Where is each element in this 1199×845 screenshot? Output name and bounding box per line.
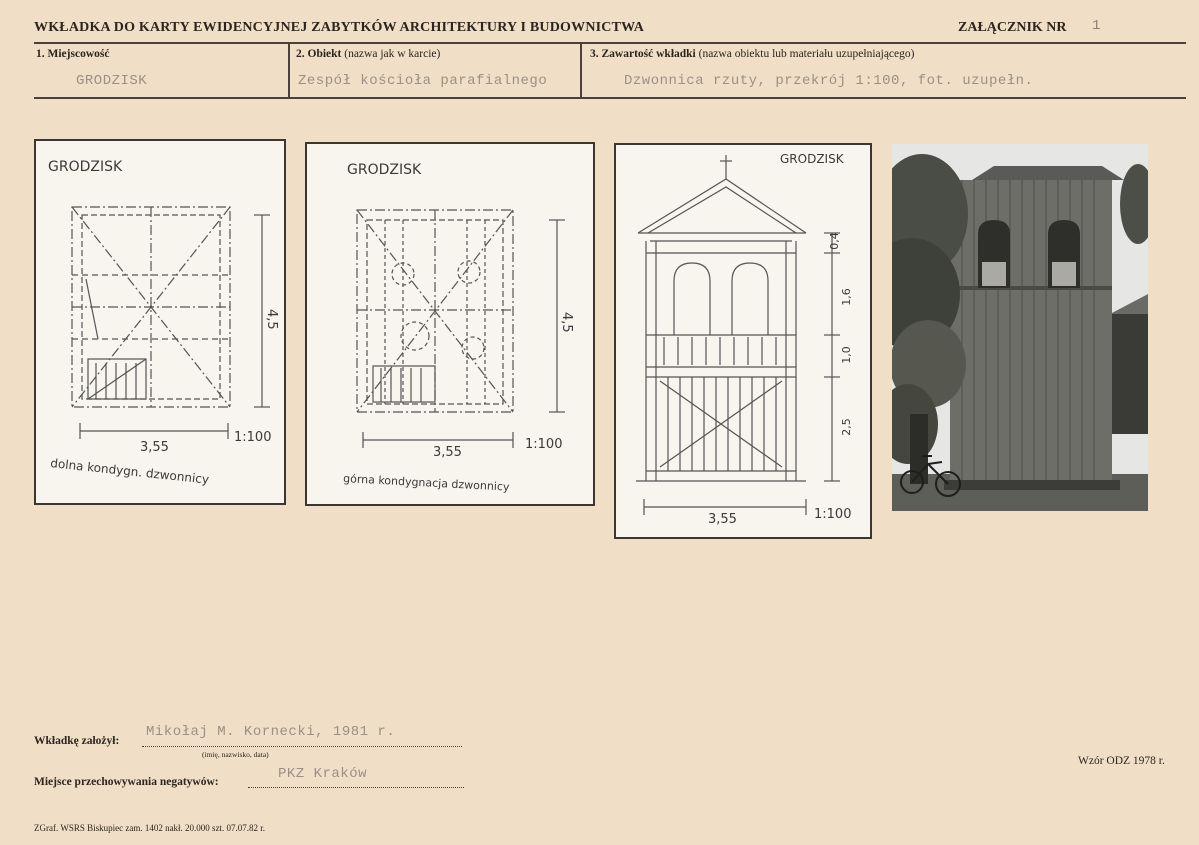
author-line bbox=[142, 745, 462, 747]
author-label: Wkładkę założył: bbox=[34, 735, 120, 747]
author-value: Mikołaj M. Kornecki, 1981 r. bbox=[146, 724, 396, 740]
content-value: Dzwonnica rzuty, przekrój 1:100, fot. uzupełn. bbox=[624, 73, 1034, 89]
place-value: GRODZISK bbox=[76, 73, 148, 89]
height-dimension: 4,5 bbox=[264, 309, 279, 330]
height-label-upper: 1,6 bbox=[840, 288, 853, 306]
negatives-label: Miejsce przechowywania negatywów: bbox=[34, 776, 219, 788]
drawing-upper-floor-plan bbox=[305, 142, 595, 506]
object-label: 2. Obiekt (nazwa jak w karcie) bbox=[296, 48, 441, 60]
negatives-line bbox=[248, 786, 464, 788]
place-label: 1. Miejscowość bbox=[36, 48, 110, 60]
object-value: Zespół kościoła parafialnego bbox=[298, 73, 548, 89]
header-rule-bottom bbox=[34, 97, 1186, 99]
drawing-section bbox=[614, 143, 872, 539]
scale-label: 1:100 bbox=[234, 430, 272, 445]
width-dimension: 3,55 bbox=[140, 440, 169, 455]
form-pattern: Wzór ODZ 1978 r. bbox=[1078, 755, 1165, 767]
drawing-lower-floor-plan bbox=[34, 139, 286, 505]
header-rule-top bbox=[34, 42, 1186, 44]
drawing-place-label: GRODZISK bbox=[780, 152, 844, 166]
field-divider-2 bbox=[580, 44, 582, 98]
scale-label: 1:100 bbox=[525, 437, 563, 452]
printer-info: ZGraf. WSRS Biskupiec zam. 1402 nakł. 20.000 szt. 07.07.82 r. bbox=[34, 823, 266, 833]
height-label-middle: 1,0 bbox=[840, 346, 853, 364]
attachment-label: ZAŁĄCZNIK NR bbox=[958, 20, 1067, 35]
drawing-place-label: GRODZISK bbox=[347, 162, 422, 178]
width-dimension: 3,55 bbox=[708, 512, 737, 527]
field-divider-1 bbox=[288, 44, 290, 98]
form-title: WKŁADKA DO KARTY EWIDENCYJNEJ ZABYTKÓW ARCHITEKTURY I BUDOWNICTWA bbox=[34, 20, 645, 35]
scale-label: 1:100 bbox=[814, 507, 852, 522]
attachment-number: 1 bbox=[1092, 18, 1101, 34]
drawing-place-label: GRODZISK bbox=[48, 159, 123, 175]
height-label-lower: 2,5 bbox=[840, 418, 853, 436]
width-dimension: 3,55 bbox=[433, 445, 462, 460]
drawing-caption: górna kondygnacja dzwonnicy bbox=[342, 472, 510, 494]
content-label: 3. Zawartość wkładki (nazwa obiektu lub materiału uzupełniającego) bbox=[590, 48, 915, 60]
negatives-value: PKZ Kraków bbox=[278, 766, 368, 782]
belfry-photo-svg bbox=[892, 144, 1148, 511]
belfry-photo bbox=[892, 144, 1148, 511]
section-svg bbox=[616, 145, 870, 537]
height-label-top: 0,4 bbox=[828, 232, 841, 250]
upper-floor-plan-svg bbox=[307, 144, 593, 504]
lower-floor-plan-svg bbox=[36, 141, 284, 503]
drawing-caption: dolna kondygn. dzwonnicy bbox=[49, 456, 210, 487]
height-dimension: 4,5 bbox=[559, 312, 574, 333]
author-note: (imię, nazwisko, data) bbox=[202, 750, 269, 759]
